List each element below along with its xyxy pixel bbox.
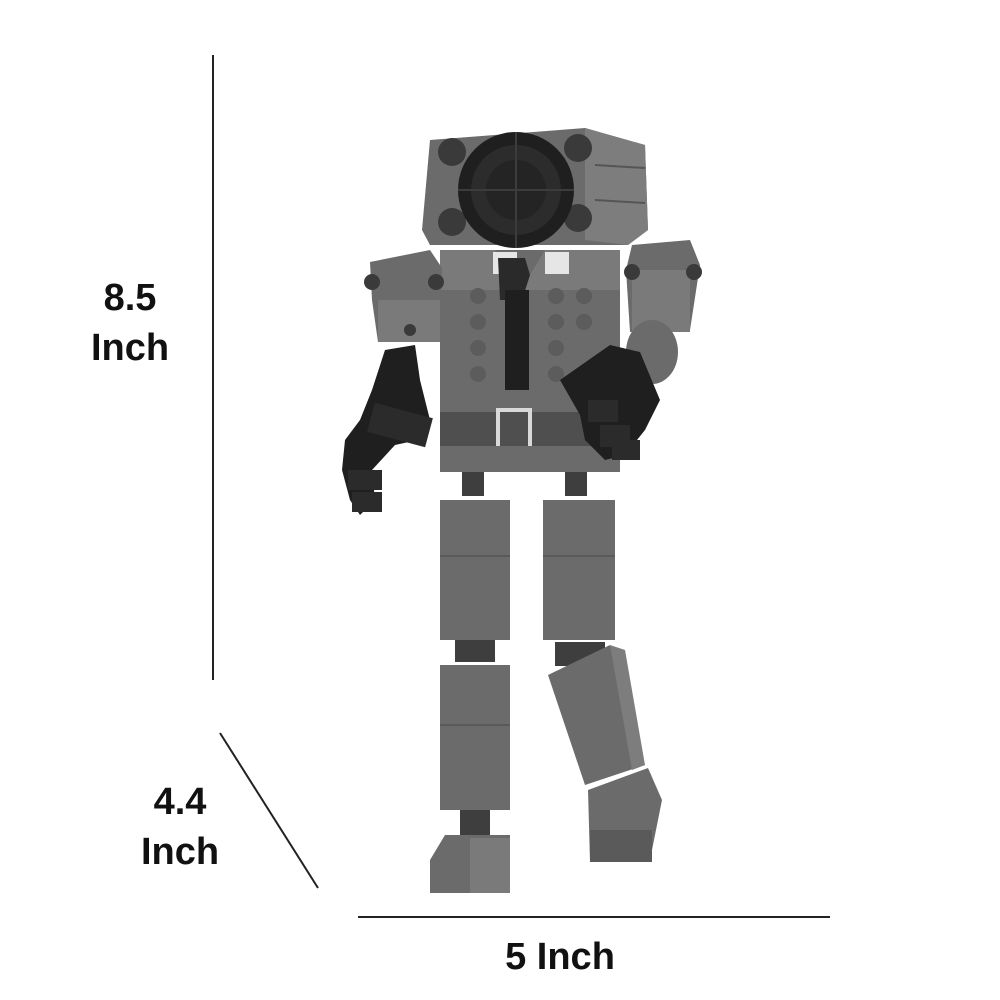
left-leg [430, 500, 510, 893]
right-leg [543, 500, 662, 862]
hip-joints [462, 472, 587, 496]
camera-head [422, 128, 648, 248]
depth-value: 4.4 [153, 781, 207, 823]
width-label: 5 Inch [505, 936, 615, 978]
height-unit: Inch [90, 327, 170, 369]
camera-lens [458, 132, 574, 248]
height-value: 8.5 [103, 277, 157, 319]
depth-unit: Inch [140, 831, 220, 873]
left-arm [342, 250, 444, 515]
